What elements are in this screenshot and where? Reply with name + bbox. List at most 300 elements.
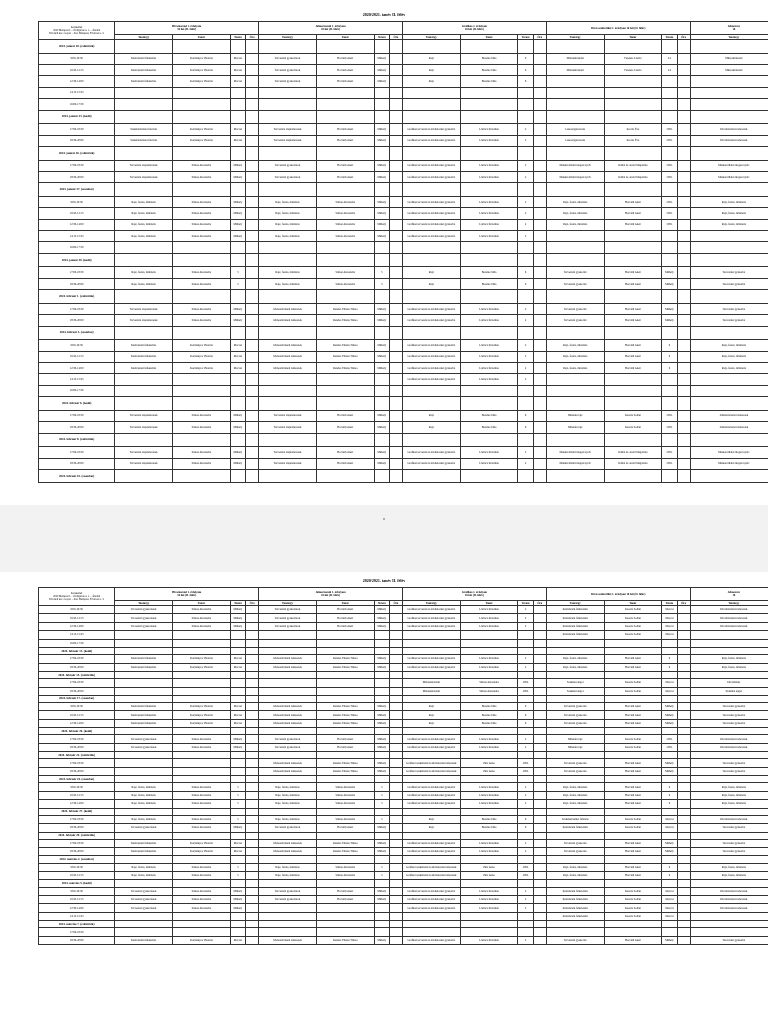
room-cell: 6 — [518, 76, 533, 87]
room-cell: Műhely — [230, 887, 245, 895]
empty-cell — [460, 397, 518, 411]
institution-line: 2020 Budapest I. – Ördögárok u. 1. – Ábránd — [53, 595, 101, 598]
empty-cell — [230, 433, 245, 447]
subject-cell: Divatmérés — [690, 679, 768, 687]
empty-cell — [246, 728, 259, 735]
hours-cell — [533, 76, 546, 87]
page-gap — [0, 505, 768, 572]
hours-cell — [533, 872, 546, 880]
col-header-subject: Tantárgy — [402, 35, 460, 40]
teacher-cell: Kállai dr. Antal Magdolna — [604, 160, 662, 171]
room-cell — [374, 639, 389, 647]
empty-cell — [374, 40, 389, 54]
teacher-cell — [173, 99, 231, 110]
room-cell: 6 — [662, 783, 677, 791]
time-slot: 18:30-20:00 — [39, 171, 115, 182]
subject-cell — [402, 912, 460, 920]
teacher-cell: Horváth Anett — [316, 622, 374, 630]
teacher-cell — [604, 99, 662, 110]
empty-cell — [604, 856, 662, 863]
time-slot-row — [39, 872, 768, 880]
hours-cell — [389, 171, 402, 182]
time-slot: 17:00-18:30 — [39, 928, 115, 936]
subject-cell: Rajz — [402, 64, 460, 75]
room-cell: Műhely — [230, 410, 245, 421]
time-slot: 10:45-12:15 — [39, 896, 115, 904]
teacher-cell: Hős Anna — [460, 872, 518, 880]
empty-cell — [533, 832, 546, 839]
subject-cell: Rajz, festés, mintázás — [546, 362, 604, 373]
time-slot-row — [39, 735, 768, 743]
empty-cell — [316, 671, 374, 678]
time-slot: 10:45-12:15 — [39, 208, 115, 219]
teacher-cell: Kormányos Viktória — [173, 703, 231, 711]
hours-cell — [389, 208, 402, 219]
col-header-hours: Óra — [677, 601, 690, 606]
empty-cell — [246, 856, 259, 863]
empty-cell — [374, 110, 389, 124]
col-header-teacher: Tanár — [604, 601, 662, 606]
empty-cell — [173, 671, 231, 678]
teacher-cell: Simon Alexandra — [460, 679, 518, 687]
hours-cell — [533, 219, 546, 230]
hours-cell — [389, 631, 402, 639]
subject-cell — [115, 912, 173, 920]
hours-cell — [246, 904, 259, 912]
room-cell: Morvai — [230, 936, 245, 944]
institution-line: Felvételi kar: csoport – 6.kr. Budapest, Fővárosi u. 3. — [49, 32, 105, 35]
hours-cell — [246, 622, 259, 630]
subject-cell: Divattörténeti ismeretek — [690, 606, 768, 614]
subject-cell: Terveztési gyakorlat — [546, 848, 604, 856]
empty-cell — [546, 326, 604, 340]
hours-cell — [246, 606, 259, 614]
teacher-cell: Simon Alexandra — [173, 735, 231, 743]
empty-cell — [173, 808, 231, 815]
empty-cell — [230, 728, 245, 735]
teacher-cell: Horváth Anett — [604, 759, 662, 767]
empty-cell — [677, 776, 690, 783]
time-slot: 17:00-18:30 — [39, 160, 115, 171]
room-cell: 6 — [518, 267, 533, 278]
subject-cell: Terveztési gyakorlat — [690, 936, 768, 944]
subject-cell — [115, 928, 173, 936]
room-cell — [374, 99, 389, 110]
subject-cell: Grafikai szakértemi és kivitelezési ismeretek — [402, 759, 460, 767]
teacher-cell: Horváth Anett — [604, 848, 662, 856]
subject-cell — [402, 385, 460, 396]
time-slot: 12:30-14:00 — [39, 219, 115, 230]
empty-cell — [604, 40, 662, 54]
teacher-cell — [316, 639, 374, 647]
teacher-cell — [604, 639, 662, 647]
empty-cell — [402, 921, 460, 928]
hours-cell — [677, 896, 690, 904]
teacher-cell — [316, 99, 374, 110]
empty-cell — [518, 469, 533, 483]
subject-cell — [690, 87, 768, 98]
hours-cell — [389, 267, 402, 278]
subject-cell — [546, 87, 604, 98]
teacher-cell: Horváth Anett — [316, 606, 374, 614]
day-row — [39, 469, 768, 483]
empty-cell — [374, 253, 389, 267]
hours-cell — [677, 410, 690, 421]
subject-cell: Grafikai szakértemi és kivitelezési ismeretek — [402, 872, 460, 880]
time-slot: 14:15-15:45 — [39, 912, 115, 920]
room-cell: 2 — [518, 160, 533, 171]
subject-cell: Rajz, festés, mintázás — [690, 872, 768, 880]
empty-cell — [316, 253, 374, 267]
subject-cell: Kézírástani felkészítés — [546, 896, 604, 904]
hours-cell — [389, 703, 402, 711]
hours-cell — [533, 171, 546, 182]
day-label: 2024. március 2. (szombat) — [39, 856, 115, 863]
hours-cell — [533, 711, 546, 719]
room-cell: Morvai — [662, 815, 677, 823]
empty-cell — [533, 671, 546, 678]
room-cell: Műhely — [662, 303, 677, 314]
time-slot: 18:30-20:00 — [39, 422, 115, 433]
day-label: 2024. február 17. (szombat) — [39, 695, 115, 702]
subject-cell — [690, 631, 768, 639]
empty-cell — [246, 808, 259, 815]
teacher-cell: Simon Alexandra — [173, 160, 231, 171]
subject-cell — [402, 87, 460, 98]
empty-cell — [115, 433, 173, 447]
empty-cell — [173, 832, 231, 839]
teacher-cell: Kaszás Zoltán — [604, 687, 662, 695]
subject-cell: Rajz, festés, mintázás — [115, 800, 173, 808]
time-slot-row — [39, 912, 768, 920]
hours-cell — [389, 315, 402, 326]
room-cell: ONL — [518, 679, 533, 687]
empty-cell — [518, 695, 533, 702]
room-cell — [374, 242, 389, 253]
day-row — [39, 146, 768, 160]
empty-cell — [677, 326, 690, 340]
hours-cell — [533, 759, 546, 767]
subject-cell: Jelmeztörténeti ismeretek — [259, 703, 317, 711]
hours-cell — [246, 303, 259, 314]
empty-cell — [230, 832, 245, 839]
time-slot: 10:45-12:15 — [39, 351, 115, 362]
empty-cell — [677, 752, 690, 759]
time-slot: 12:30-14:00 — [39, 719, 115, 727]
time-slot: 9:00-10:30 — [39, 196, 115, 207]
hours-cell — [246, 458, 259, 469]
time-slot-row — [39, 374, 768, 385]
hours-cell — [389, 622, 402, 630]
institution-line: Kecskemét — [70, 26, 83, 29]
subject-cell — [115, 639, 173, 647]
subject-cell: Szakmai angol — [690, 687, 768, 695]
empty-cell — [115, 880, 173, 887]
teacher-cell: Berente Júlia — [460, 76, 518, 87]
subject-cell — [690, 374, 768, 385]
teacher-cell: Horváth Anett — [604, 663, 662, 671]
empty-cell — [316, 808, 374, 815]
teacher-cell: Lőrincz Krisztina — [460, 839, 518, 847]
empty-cell — [402, 752, 460, 759]
empty-cell — [546, 752, 604, 759]
subject-cell: Rajz, festés, mintázás — [115, 783, 173, 791]
day-row — [39, 880, 768, 887]
empty-cell — [604, 290, 662, 304]
empty-cell — [533, 752, 546, 759]
empty-cell — [389, 469, 402, 483]
empty-cell — [173, 647, 231, 654]
empty-cell — [533, 183, 546, 197]
subject-cell: Kézírástani felkészítés — [546, 614, 604, 622]
teacher-cell — [173, 639, 231, 647]
teacher-cell — [460, 639, 518, 647]
empty-cell — [662, 671, 677, 678]
empty-cell — [460, 647, 518, 654]
empty-cell — [460, 832, 518, 839]
room-cell — [374, 631, 389, 639]
subject-cell: Rajz, festés, mintázás — [546, 219, 604, 230]
subject-cell: Terveztési gyakorlat — [546, 711, 604, 719]
subject-cell — [690, 928, 768, 936]
empty-cell — [230, 880, 245, 887]
subject-cell: Munkavállalói ütegen nyelv — [546, 458, 604, 469]
time-slot: 16:00-17:30 — [39, 242, 115, 253]
group-name: Divat szakterület 1. évfolyam 16 hét (II. félév) — [591, 592, 646, 596]
empty-cell — [173, 110, 231, 124]
empty-cell — [604, 433, 662, 447]
empty-cell — [402, 856, 460, 863]
subject-cell: Rajz, festés, mintázás — [115, 872, 173, 880]
subject-cell: Munkavállalói ütegen nyelv — [690, 160, 768, 171]
teacher-cell — [604, 231, 662, 242]
teacher-cell: Kaszás Zoltán — [604, 815, 662, 823]
hours-cell — [533, 622, 546, 630]
subject-cell: Lakosságtervezés — [546, 124, 604, 135]
subject-cell: Jelmeztörténeti ismeretek — [259, 848, 317, 856]
empty-cell — [533, 110, 546, 124]
empty-cell — [546, 671, 604, 678]
time-slot: 12:30-14:00 — [39, 622, 115, 630]
subject-cell: Grafikai tervezési és kivitelezési gyakorlat — [402, 340, 460, 351]
empty-cell — [518, 146, 533, 160]
hours-cell — [246, 872, 259, 880]
empty-cell — [173, 695, 231, 702]
subject-cell: Terveztési gyakorlat — [546, 767, 604, 775]
subject-cell: Jelmeztörténeti ismeretek — [259, 340, 317, 351]
subject-cell: Grafikai szakértemi és kivitelezési ismeretek — [402, 767, 460, 775]
hours-cell — [533, 64, 546, 75]
time-slot: 14:15-15:45 — [39, 631, 115, 639]
hours-cell — [246, 135, 259, 146]
teacher-cell: Lőrincz Krisztina — [460, 783, 518, 791]
hours-cell — [677, 374, 690, 385]
time-slot: 9:00-10:30 — [39, 606, 115, 614]
subject-cell — [546, 385, 604, 396]
teacher-cell: Lőrincz Krisztina — [460, 135, 518, 146]
teacher-cell: Lőrincz Krisztina — [460, 800, 518, 808]
teacher-cell: Simon Alexandra — [173, 904, 231, 912]
subject-cell: Terveztési gyakorlatok — [259, 735, 317, 743]
subject-cell: Grafikai tervezési és kivitelezési gyakorlat — [402, 663, 460, 671]
empty-cell — [662, 253, 677, 267]
subject-cell: Divattörténeti ismeretek — [690, 614, 768, 622]
room-cell — [230, 687, 245, 695]
room-cell: 5 — [374, 863, 389, 871]
empty-cell — [460, 776, 518, 783]
hours-cell — [389, 791, 402, 799]
teacher-cell — [316, 385, 374, 396]
hours-cell — [389, 124, 402, 135]
hours-cell — [677, 743, 690, 751]
subject-cell: Grafikai tervezési és kivitelezési gyakorlat — [402, 896, 460, 904]
time-slot: 18:30-20:00 — [39, 824, 115, 832]
teacher-cell: Horváth Anett — [604, 719, 662, 727]
subject-cell — [402, 99, 460, 110]
col-header-room: Terem — [662, 601, 677, 606]
teacher-cell: Fazekas László — [604, 64, 662, 75]
hours-cell — [533, 824, 546, 832]
teacher-cell: Kormányos Viktória — [173, 53, 231, 64]
empty-cell — [259, 752, 317, 759]
teacher-cell — [316, 374, 374, 385]
room-cell: 6 — [662, 663, 677, 671]
time-slot: 9:00-10:30 — [39, 887, 115, 895]
time-slot-row — [39, 711, 768, 719]
empty-cell — [690, 40, 768, 54]
subject-cell — [115, 767, 173, 775]
subject-cell — [259, 679, 317, 687]
empty-cell — [677, 728, 690, 735]
room-cell: Műhely — [662, 703, 677, 711]
room-cell — [374, 87, 389, 98]
hours-cell — [677, 839, 690, 847]
subject-cell: Divattörténeti ismeretek — [690, 887, 768, 895]
empty-cell — [460, 183, 518, 197]
subject-cell: Rajz, festés, mintázás — [546, 340, 604, 351]
subject-cell: Grafikai tervezési és kivitelezési gyakorlat — [402, 904, 460, 912]
room-cell — [518, 639, 533, 647]
time-slot-row — [39, 896, 768, 904]
subject-cell: Kézírástani felkészítés — [115, 340, 173, 351]
room-cell: Műhely — [374, 735, 389, 743]
header-groups-row — [39, 22, 768, 35]
subject-cell: Divattörténeti ismeretek — [690, 896, 768, 904]
subject-cell: Rajz, festés, mintázás — [546, 655, 604, 663]
empty-cell — [115, 469, 173, 483]
subject-cell: Terveztési alapismeretek — [115, 315, 173, 326]
subject-cell: Terveztési alapismeretek — [115, 447, 173, 458]
room-cell: Morvai — [230, 663, 245, 671]
empty-cell — [115, 326, 173, 340]
empty-cell — [690, 671, 768, 678]
teacher-cell — [173, 928, 231, 936]
hours-cell — [533, 912, 546, 920]
subject-cell: Munkavállalói ütegen nyelv — [546, 171, 604, 182]
empty-cell — [677, 921, 690, 928]
room-cell: Műhely — [374, 936, 389, 944]
teacher-cell — [316, 904, 374, 912]
teacher-cell: Berente Júlia — [460, 815, 518, 823]
hours-cell — [389, 303, 402, 314]
time-slot: 12:30-14:00 — [39, 904, 115, 912]
empty-cell — [230, 290, 245, 304]
subject-cell — [259, 385, 317, 396]
empty-cell — [402, 728, 460, 735]
subject-cell: Rajz, festés, mintázás — [690, 800, 768, 808]
subject-cell: Rajz, festés, mintázás — [259, 219, 317, 230]
room-cell — [230, 385, 245, 396]
teacher-cell: Rendes Tihana Tímea — [316, 362, 374, 373]
teacher-cell: Kaszás Zoltán — [604, 824, 662, 832]
time-slot: 9:00-10:30 — [39, 53, 115, 64]
room-cell — [374, 687, 389, 695]
hours-cell — [533, 863, 546, 871]
hours-cell — [246, 687, 259, 695]
hours-cell — [389, 351, 402, 362]
col-header-room: Terem — [518, 601, 533, 606]
teacher-cell: Berente Júlia — [460, 711, 518, 719]
teacher-cell: Berente Júlia — [460, 410, 518, 421]
room-cell: Műhely — [230, 219, 245, 230]
hours-cell — [246, 791, 259, 799]
subject-cell — [259, 928, 317, 936]
empty-cell — [604, 326, 662, 340]
subject-cell: Terveztési alapismeretek — [115, 160, 173, 171]
empty-cell — [690, 183, 768, 197]
empty-cell — [259, 290, 317, 304]
hours-cell — [389, 231, 402, 242]
hours-cell — [677, 622, 690, 630]
hours-cell — [677, 791, 690, 799]
institution-line: Felvételi kar: csoport – 6.kr. Budapest, Fővárosi u. 3. — [49, 598, 105, 601]
room-cell: Morvai — [230, 64, 245, 75]
subject-cell — [259, 374, 317, 385]
teacher-cell: Simon Alexandra — [173, 800, 231, 808]
group-name: Hivatásrend 1. évfolyam — [172, 591, 202, 594]
room-cell: 2 — [518, 791, 533, 799]
subject-cell: Grafikai tervezési és kivitelezési gyakorlat — [402, 783, 460, 791]
hours-cell — [677, 936, 690, 944]
subject-cell: Grafikai tervezési és kivitelezési gyakorlat — [402, 171, 460, 182]
subject-cell: Kézírástani felkészítés — [115, 703, 173, 711]
subject-cell: Kézírástani felkészítés — [115, 719, 173, 727]
hours-cell — [533, 791, 546, 799]
subject-cell: Terveztési gyakorlatok — [115, 743, 173, 751]
time-slot-row — [39, 53, 768, 64]
room-cell: 2 — [518, 848, 533, 856]
subject-cell — [546, 639, 604, 647]
subject-cell: Szakmatörténet felzárás — [115, 135, 173, 146]
teacher-cell: Simon Alexandra — [316, 863, 374, 871]
teacher-cell — [604, 87, 662, 98]
teacher-cell: Berente Júlia — [460, 703, 518, 711]
empty-cell — [662, 146, 677, 160]
teacher-cell: Simon Alexandra — [316, 267, 374, 278]
empty-cell — [374, 146, 389, 160]
hours-cell — [533, 340, 546, 351]
col-header-hours: Óra — [246, 601, 259, 606]
subject-cell: Jelmeztörténeti ismeretek — [690, 422, 768, 433]
teacher-cell: Simon Alexandra — [173, 315, 231, 326]
subject-cell — [690, 99, 768, 110]
teacher-cell: Simon Alexandra — [173, 422, 231, 433]
empty-cell — [259, 921, 317, 928]
subject-cell: Rajz — [402, 711, 460, 719]
hours-cell — [533, 196, 546, 207]
empty-cell — [402, 808, 460, 815]
schedule-page-2 — [0, 572, 768, 1024]
